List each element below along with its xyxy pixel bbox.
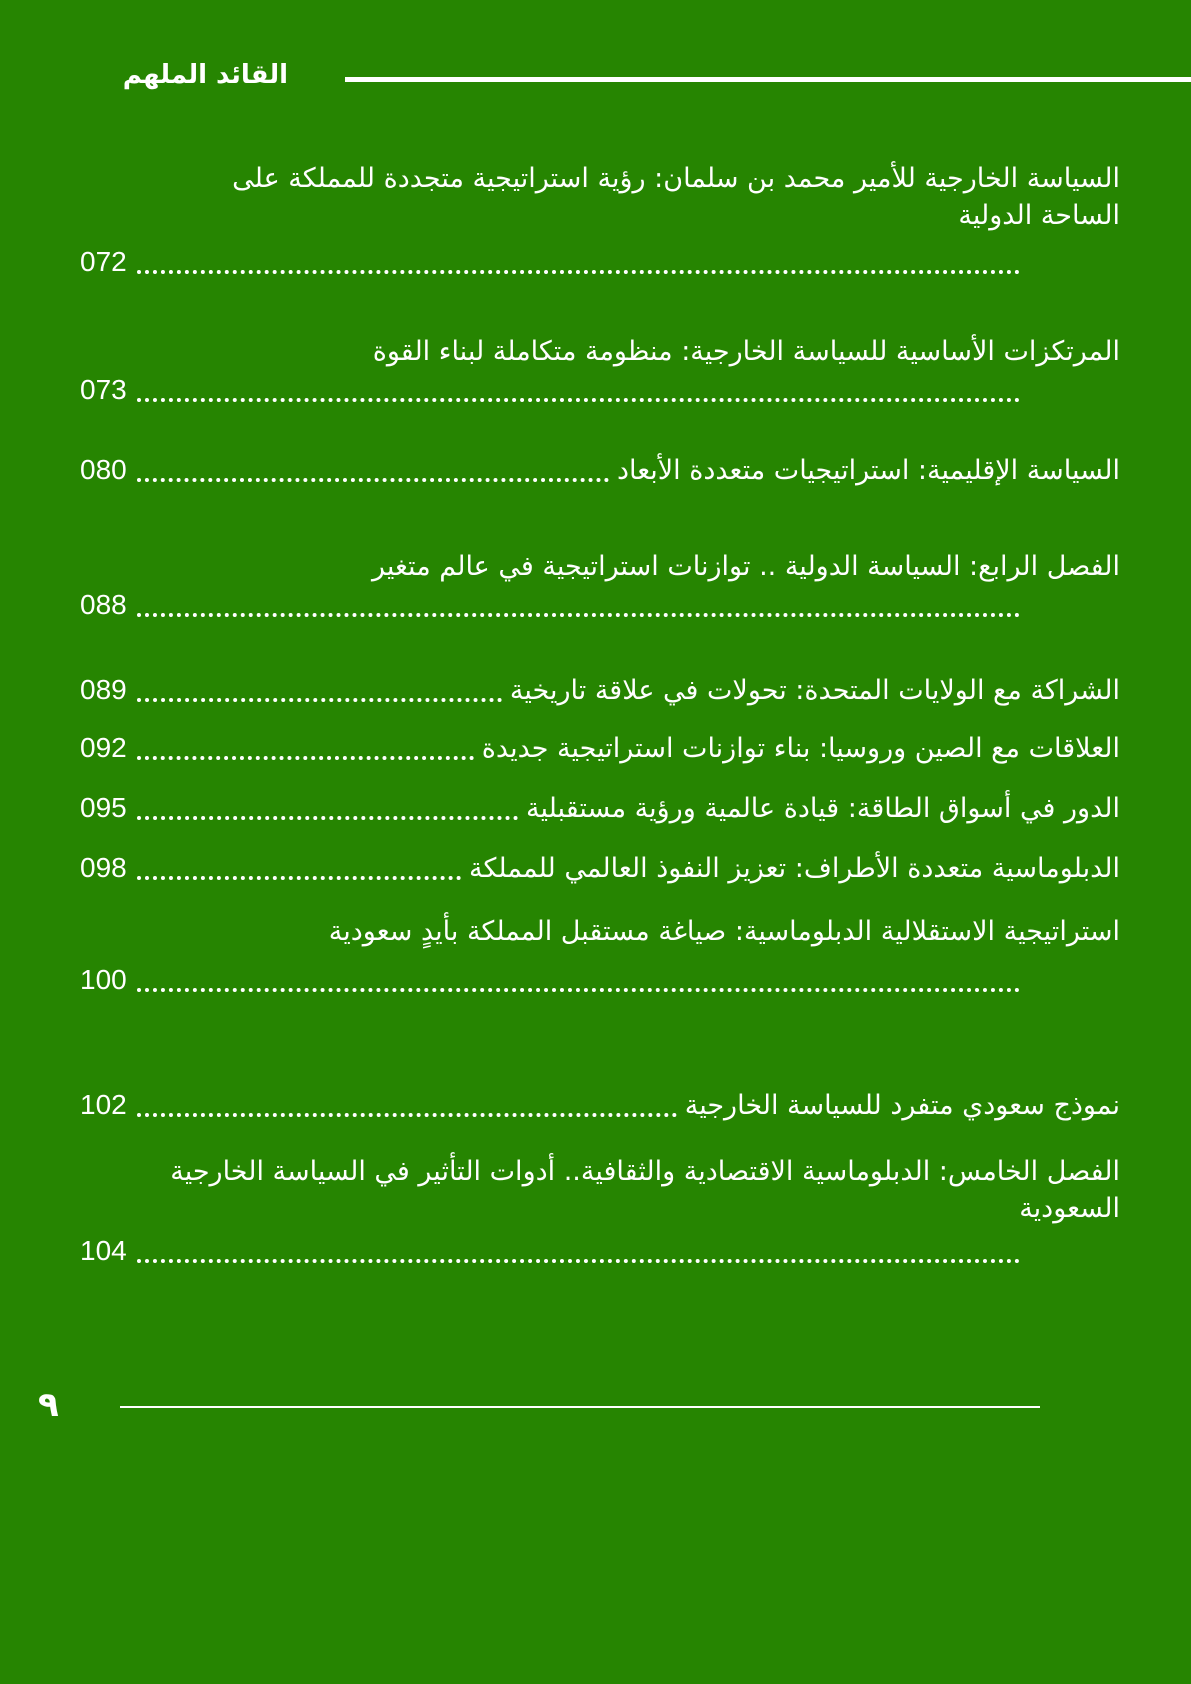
- toc-entry-page: 092: [80, 732, 127, 763]
- toc-entry-page: 100: [80, 964, 127, 995]
- toc-entry-page: 073: [80, 374, 127, 405]
- toc-entry[interactable]: [80, 728, 1120, 768]
- toc-entry-page: 072: [80, 246, 127, 277]
- toc-entry-title: الفصل الرابع: السياسة الدولية .. توازنات استراتيجية في عالم متغير: [371, 551, 1120, 582]
- toc-entry[interactable]: [80, 450, 1120, 490]
- running-header-title: القائد الملهم: [122, 60, 288, 90]
- dot-leader: [137, 816, 518, 820]
- toc-entry-page: 102: [80, 1089, 127, 1120]
- dot-leader: [137, 270, 1020, 274]
- toc-entry-page: 080: [80, 454, 127, 485]
- dot-leader: [137, 398, 1020, 402]
- dot-leader: [137, 756, 474, 760]
- toc-entry-title: الدبلوماسية متعددة الأطراف: تعزيز النفوذ العالمي للمملكة: [469, 853, 1120, 884]
- dot-leader: [137, 613, 1020, 617]
- toc-entry-page: 095: [80, 792, 127, 823]
- toc-entry[interactable]: [80, 670, 1120, 710]
- toc-entry-title: الدور في أسواق الطاقة: قيادة عالمية ورؤية مستقبلية: [526, 793, 1120, 824]
- toc-entry-page: 089: [80, 674, 127, 705]
- header-rule: [345, 77, 1191, 82]
- toc-entry-title: المرتكزات الأساسية للسياسة الخارجية: منظومة متكاملة لبناء القوة: [372, 336, 1120, 367]
- toc-entry[interactable]: [80, 788, 1120, 828]
- dot-leader: [137, 1259, 1020, 1263]
- toc-entry-title: العلاقات مع الصين وروسيا: بناء توازنات استراتيجية جديدة: [481, 733, 1120, 764]
- toc-entry[interactable]: [80, 848, 1120, 888]
- toc-entry[interactable]: [80, 548, 1120, 625]
- toc-entry-page: 098: [80, 852, 127, 883]
- dot-leader: [137, 478, 609, 482]
- toc-entry[interactable]: [80, 913, 1120, 1000]
- toc-entry-title: نموذج سعودي متفرد للسياسة الخارجية: [684, 1090, 1120, 1121]
- toc-entry-title: السياسة الإقليمية: استراتيجيات متعددة الأبعاد: [616, 455, 1120, 486]
- toc-entry-title: الشراكة مع الولايات المتحدة: تحولات في علاقة تاريخية: [509, 675, 1120, 706]
- toc-entry[interactable]: [80, 160, 1120, 282]
- page-number: ٩: [38, 1385, 59, 1425]
- dot-leader: [137, 698, 502, 702]
- dot-leader: [137, 988, 1020, 992]
- footer-rule: [120, 1406, 1040, 1408]
- toc-entry-title: استراتيجية الاستقلالية الدبلوماسية: صياغة مستقبل المملكة بأيدٍ سعودية: [328, 916, 1120, 947]
- toc-entry-title: الفصل الخامس: الدبلوماسية الاقتصادية والثقافية.. أدوات التأثير في السياسة الخارجية السعودية: [170, 1156, 1120, 1224]
- dot-leader: [137, 1113, 677, 1117]
- toc-entry-page: 088: [80, 589, 127, 620]
- toc-entry[interactable]: [80, 1153, 1120, 1271]
- toc-entry[interactable]: [80, 1085, 1120, 1125]
- toc-entry-title: السياسة الخارجية للأمير محمد بن سلمان: رؤية استراتيجية متجددة للمملكة على الساحة الدولية: [232, 163, 1120, 231]
- toc-entry-page: 104: [80, 1235, 127, 1266]
- dot-leader: [137, 876, 461, 880]
- toc-entry[interactable]: [80, 333, 1120, 410]
